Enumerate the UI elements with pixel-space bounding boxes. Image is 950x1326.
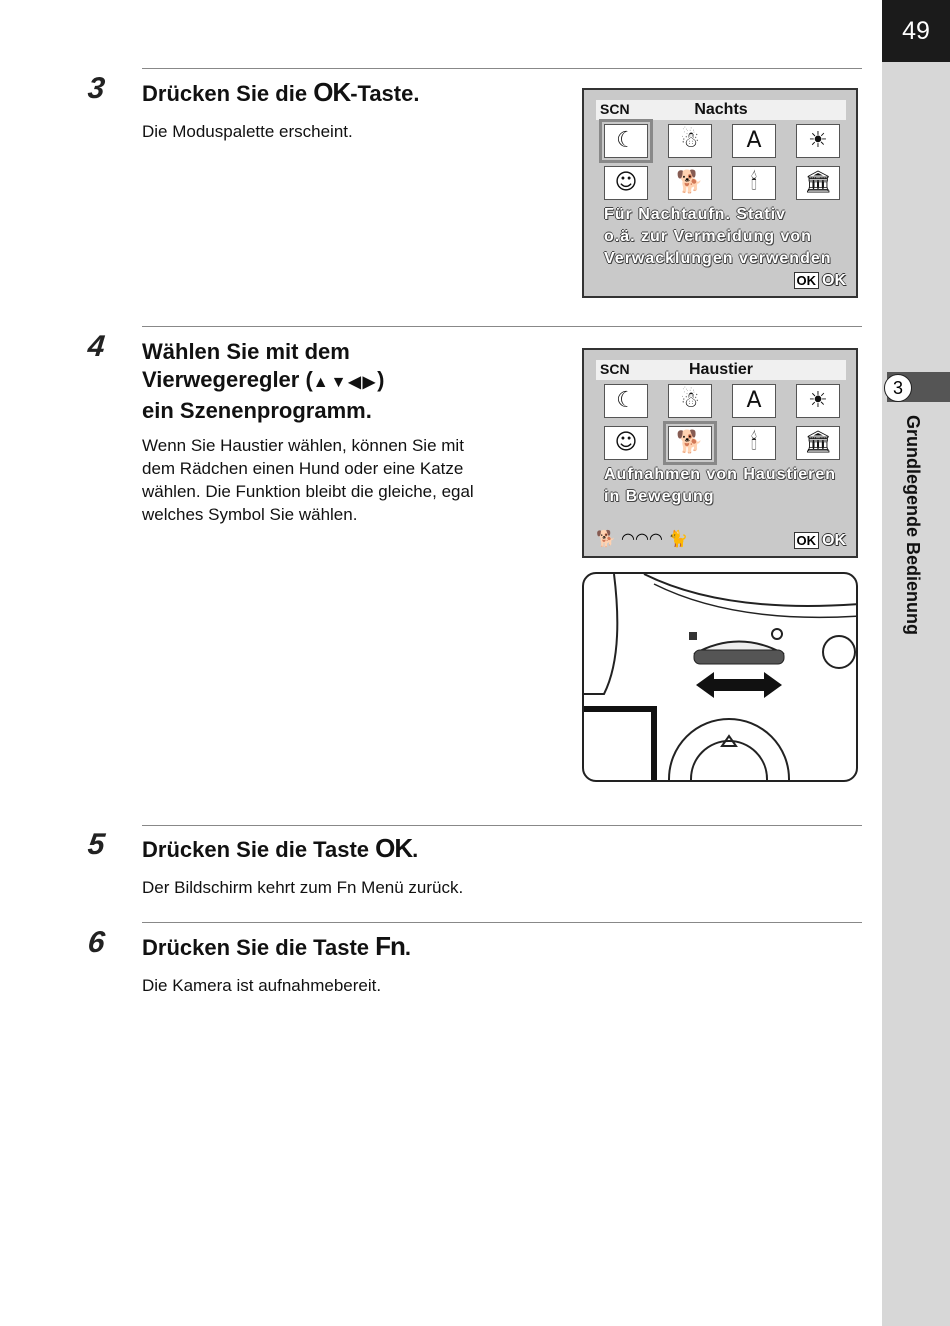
scene-icon-grid — [594, 124, 850, 200]
candlelight-icon: 🕯 — [732, 426, 776, 460]
night-scene-icon: ☾ — [604, 384, 648, 418]
divider — [142, 68, 862, 69]
dog-cat-dial-icon: 🐕 ◠◠◠ 🐈 — [596, 529, 688, 548]
text-icon: A — [732, 384, 776, 418]
scene-icon-grid — [594, 384, 850, 460]
camera-dial-illustration — [582, 572, 858, 782]
step-number: 3 — [86, 72, 107, 105]
candlelight-icon: 🕯 — [732, 166, 776, 200]
camera-illustration — [584, 574, 858, 782]
fn-key-glyph: Fn — [375, 931, 405, 961]
scene-title: Haustier — [688, 361, 754, 378]
step-body: Wenn Sie Haustier wählen, können Sie mit dem Rädchen einen Hund oder eine Katze wählen. Die Funktion bleibt die gleiche, egal welches Symbol Sie wählen. — [142, 436, 474, 524]
step-heading: Drücken Sie die OK-Taste. — [142, 77, 420, 107]
divider — [142, 326, 862, 327]
kids-icon: ☺ — [604, 166, 648, 200]
sunset-icon: ☀ — [796, 124, 840, 158]
step-heading: Drücken Sie die Taste OK. — [142, 833, 419, 863]
ok-box: OK — [794, 532, 820, 549]
scn-label: SCN — [600, 361, 630, 377]
ok-hint: OK OK — [794, 272, 847, 290]
chapter-number: 3 — [884, 374, 912, 402]
chapter-title: Grundlegende Bedienung — [903, 415, 923, 636]
pet-icon: 🐕 — [668, 426, 712, 460]
kids-icon: ☺ — [604, 426, 648, 460]
divider — [142, 922, 862, 923]
zoom-icon — [772, 629, 782, 639]
step-heading: Drücken Sie die Taste Fn. — [142, 931, 412, 961]
museum-icon: 🏛 — [796, 166, 840, 200]
scene-title: Nachts — [694, 101, 748, 118]
snow-icon: ☃ — [668, 124, 712, 158]
pet-icon: 🐕 — [668, 166, 712, 200]
step-number: 4 — [86, 330, 107, 363]
step-body: Die Kamera ist aufnahmebereit. — [142, 976, 382, 995]
step-body: Der Bildschirm kehrt zum Fn Menü zurück. — [142, 878, 464, 897]
lcd-screen-night — [582, 88, 858, 298]
step-number: 6 — [86, 926, 107, 959]
step-number: 5 — [86, 828, 107, 861]
step-body: Die Moduspalette erscheint. — [142, 122, 353, 141]
museum-icon: 🏛 — [796, 426, 840, 460]
scene-description: Aufnahmen von Haustieren in Bewegung — [604, 466, 837, 505]
four-way-controller-icon: ▲▼◀▶ — [312, 374, 378, 391]
ok-key-glyph: OK — [313, 77, 351, 107]
text-icon: A — [732, 124, 776, 158]
lcd-header — [596, 360, 846, 380]
scn-label: SCN — [600, 101, 630, 117]
sidebar — [882, 0, 950, 1326]
ok-hint: OK OK — [794, 532, 847, 550]
divider — [142, 825, 862, 826]
page-number: 49 — [882, 0, 950, 62]
snow-icon: ☃ — [668, 384, 712, 418]
scene-description: Für Nachtaufn. Stativ o.ä. zur Vermeidung von Verwacklungen verwenden — [604, 206, 832, 267]
step-heading: Wählen Sie mit dem Vierwegeregler (▲▼◀▶) ein Szenenprogramm. — [142, 339, 385, 423]
grid-icon — [689, 632, 697, 640]
night-scene-icon: ☾ — [604, 124, 648, 158]
lcd-screen-pet — [582, 348, 858, 558]
ok-key-glyph: OK — [375, 833, 413, 863]
sunset-icon: ☀ — [796, 384, 840, 418]
ok-box: OK — [794, 272, 820, 289]
lcd-header — [596, 100, 846, 120]
